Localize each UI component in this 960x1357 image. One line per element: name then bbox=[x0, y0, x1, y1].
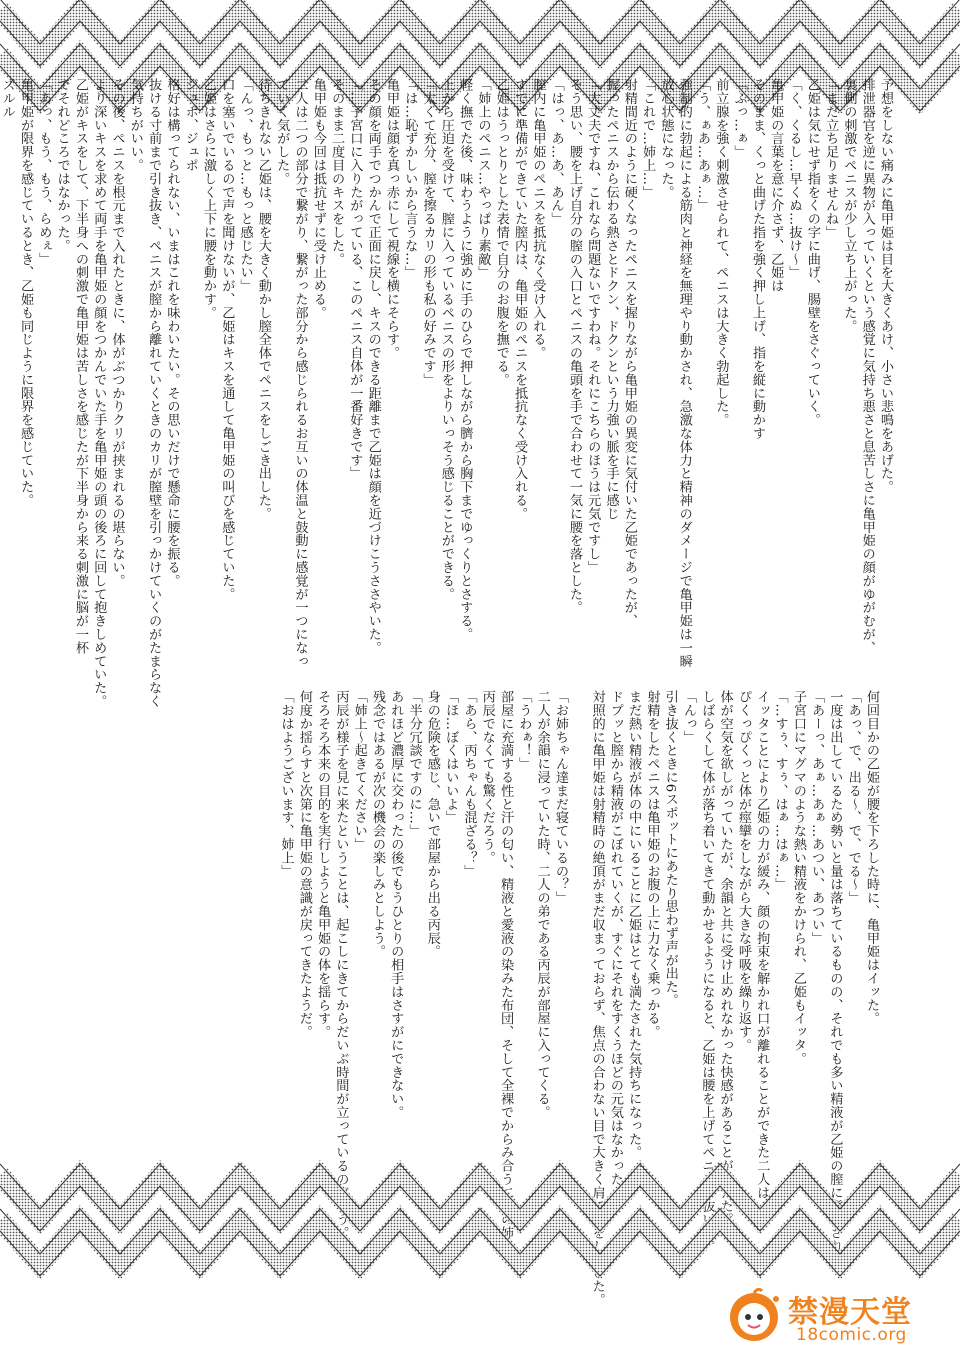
bottom-zigzag-border bbox=[0, 1150, 960, 1285]
watermark-title: 禁漫天堂 bbox=[788, 1295, 912, 1330]
story-text-lower: 何回目かの乙姫が腰を下ろした時に、亀甲姫はイッた。 「あっ、で、出る〜、で、でる〜」 一度は出しているため勢いと量は落ちているものの、それでも多い精液が乙姫の膣に発射された。 「あーっ、あぁ…あぁ…あつい、あつい」 子宮口にマグマのような熱い精液をかけられ、乙姫もイッタ。 「…すぅ、すぅ、はぁ…はぁ…」 イッタことにより乙姫の力が緩み、顔の拘束を解かれ口が離れることができた二人は ぴくっぴくっと体が痙攣をしながら大きな呼吸を繰り返す。 体が空気を欲しがっていたが、余韻と共に受け止めれなかった快感があることが伺えた。 しばらくして体が落ち着いてきて動かせるようになると、乙姫は腰を上げてペニスを抜いた。 「んっ」 引き抜くときに6スポットにあたり思わず声が出た。 射精をしたペニスは亀甲姫のお腹の上に力なく乗っかる。 まだ熱い精液が体の中にいることに乙姫はとても満たされた気持ちになった。 ドプッと膣から精液がこぼれていくが、すぐにそれをすくうほどの元気はなかった。 対照的に亀甲姫は射精時の絶頂がまだ収まっておらず、焦点の合わない目で大きく肩で息をしていた。 「お姉ちゃん達まだ寝ているの？」 二人が余韻に浸っていた時、二人の弟である丙辰が部屋に入ってくる。 「うわぁ！」 部屋に充満する性と汗の匂い、精液と愛液の染みた布団、そして全裸でからみ合う二人の姉 丙辰でなくても驚くだろう。 「あら、丙ちゃんも混ざる？」 「ほ…ぼくはいいよ」 身の危険を感じ、急いで部屋から出る丙辰。 「半分冗談ですのに…」 あれほど濃厚に交わったの後でもうひとりの相手はさすがにできない。 残念ではあるが次の機会の楽しみとしよう。 「姉上〜起きてください」 丙辰が様子を見に来たということは、起こしにきてからだいぶ時間が立っているのだろう。 そろそろ本来の目的を実行しようと亀甲姫の体を揺らす。 何度か揺らすと次第に亀甲姫の意識が戻ってきたようだ。 「おはようございます、姉上」 bbox=[278, 690, 879, 1307]
site-watermark bbox=[724, 1283, 954, 1353]
story-text-upper: 予想をしない痛みに亀甲姫は目を大きくあけ、小さい悲鳴をあげた。 排泄器官を逆に異物が入っていくという感覚に気持ち悪さと息苦しさに亀甲姫の顔がゆがむが、 裏側の刺激でペニスが少し立ち上がった。 「まだ立ち足りませんね」 乙姫は気にせず指をくの字に曲げ、腸壁をさぐっていく。 「く、くるし…早くぬ…抜け〜」 亀甲姫の言葉を意に介さず、乙姫は そのまま、くっと曲げた指を強く押し上げ、指を縦に動かす 「ふっ…ぁ」 前立腺を強く刺激させられて、ペニスは大きく勃起した。 「う、ぁあ…あぁ…」 強制的に勃起による筋肉と神経を無理やり動かされ、急激な体力と精神のダメージで亀甲姫は一瞬 放心状態になった。 「これで…姉上…」 射精間近のように硬くなったペニスを握りながら亀甲姫の異変に気付いた乙姫であったが、 握ったペニスから伝わる熱さとドクン、ドクンという力強い脈を手に感じ 「大丈夫ですね、これなら問題ないですわね。それにこちらのほうは元気ですし」 そう思い、腰を上げ自分の膣の入口とペニスの亀頭を手で合わせて一気に腰を落とした。 「はっ、あ…あ、あん」 膣内に亀甲姫のペニスを抵抗なく受け入れる。 すでに準備ができていた膣内は、亀甲姫のペニスを抵抗なく受け入れる。 乙姫はうっとりとした表情で自分のお腹を撫でる。 「姉上のペニス…やっぱり素敵」 軽く撫でた後、味わうように強めに手のひらで押しながら臍から胸下までゆっくりとさする。 上から圧迫を受けて、膣に入っているペニスの形をよりいっそう感じることができる。 「太くて充分、膣を擦るカリの形も私の好みです」 「は…恥ずかしいから言うな…」 亀甲姫は顔を真っ赤にして視線を横にそらす。 その顔を両手でつかんで正面に戻し、キスのできる距離まで乙姫は顔を近づけこうささやいた。 「…子宮口に入りたがっている、このペニス自体が一番好きです」 そのまま二度目のキスをした。 亀甲姫も今回は抵抗せずに受け止める。 二人は二つの部分で繋がり、繋がった部分から感じられるお互いの体温と鼓動に感覚が一つになっ ていく気がした。 待ちきれない乙姫は、腰を大きく動かし膣全体でペニスをしごき出した。 「んっ、もっと…もっと感じたい」 口を塞いでいるので声を聞けないが、乙姫はキスを通して亀甲姫の叫びを感じていた。 乙姫はさらに激しく上下に腰を動かす。 ジュポ、ジュポ 格好は構ってられない、いまはこれを味わいたい。その思いだけで懸命に腰を振る。 抜ける寸前まで引き抜き、ペニスが膣から離れていくときのカリが膣壁を引っかけていくのがたまらなく 気持ちがいい。 その後、ペニスを根元まで入れたときに、体がぶつかりクリが挟まれるの堪らない。 より深いキスを求めて両手を亀甲姫の顔をつかんでいた手を亀甲姫の頭の後ろに回して抱きしめていた。 乙姫がキスをして、下半身への刺激で亀甲姫は苦しさを感じたが下半身から来る刺激に脳が一杯 でそれどころではなかった。 「あっ、もう、もう、らめぇ」 亀甲姫が限界を感じているとき、乙姫も同じように限界を感じていた。 ズルル bbox=[0, 78, 893, 708]
watermark-url: 18comic.org bbox=[796, 1325, 907, 1345]
cartoon-mascot-icon bbox=[724, 1285, 784, 1345]
